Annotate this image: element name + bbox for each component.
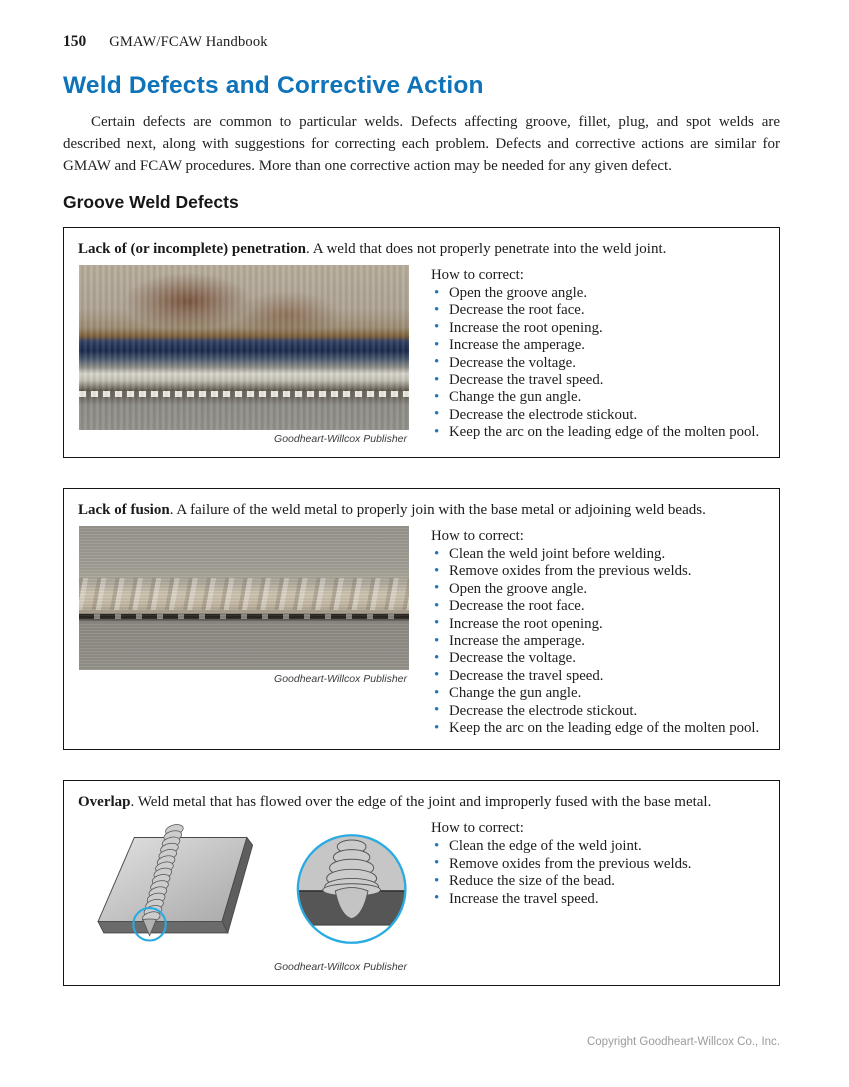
- correction-item: • Decrease the root face.: [431, 598, 766, 615]
- correction-item: • Open the groove angle.: [431, 285, 766, 302]
- section-heading: Groove Weld Defects: [63, 192, 239, 212]
- correction-item: • Clean the weld joint before welding.: [431, 546, 766, 563]
- weld-photo-lack-of-fusion: [79, 526, 409, 670]
- correction-item: • Increase the amperage.: [431, 633, 766, 650]
- defect-title: [78, 239, 766, 259]
- correction-item: • Clean the edge of the weld joint.: [431, 838, 766, 855]
- correction-item: • Increase the root opening.: [431, 616, 766, 633]
- correction-item: • Decrease the electrode stickout.: [431, 407, 766, 424]
- how-to-correct-label: How to correct:: [431, 820, 524, 837]
- defect-description: A failure of the weld metal to properly join with the base metal or adjoining weld beads.: [176, 502, 706, 518]
- correction-item: • Decrease the electrode stickout.: [431, 703, 766, 720]
- corrections-list: [431, 546, 766, 737]
- book-title: GMAW/FCAW Handbook: [109, 34, 268, 50]
- corrections-list: [431, 285, 766, 442]
- figure: [79, 265, 409, 445]
- separator: .: [169, 502, 177, 518]
- weld-plate-illustration: [79, 821, 270, 957]
- overlap-detail-illustration: [294, 831, 409, 947]
- defect-box-lack-of-penetration: [63, 227, 780, 458]
- correction-item: • Decrease the voltage.: [431, 650, 766, 667]
- correction-item: • Keep the arc on the leading edge of the molten pool.: [431, 424, 766, 441]
- correction-item: • Decrease the root face.: [431, 302, 766, 319]
- defect-name: Overlap: [78, 794, 131, 811]
- how-to-correct-label: How to correct:: [431, 267, 524, 283]
- correction-item: • Increase the travel speed.: [431, 891, 766, 908]
- corrections-column: [431, 526, 766, 737]
- correction-item: • Keep the arc on the leading edge of the molten pool.: [431, 720, 766, 737]
- defect-description: A weld that does not properly penetrate into the weld joint.: [312, 241, 667, 257]
- correction-item: • Change the gun angle.: [431, 389, 766, 406]
- figure: [79, 818, 409, 973]
- defect-description: Weld metal that has flowed over the edge of the joint and improperly fused with the base metal.: [137, 794, 712, 811]
- defect-name: Lack of fusion: [78, 502, 170, 518]
- correction-item: • Remove oxides from the previous welds.: [431, 563, 766, 580]
- page-number: 150: [63, 33, 87, 50]
- plate-front-face: [98, 922, 228, 933]
- corrections-list: [431, 838, 766, 908]
- correction-item: • Change the gun angle.: [431, 685, 766, 702]
- separator: .: [306, 241, 313, 257]
- photo-credit: Goodheart-Willcox Publisher: [274, 433, 407, 445]
- defect-box-lack-of-fusion: [63, 488, 780, 750]
- defect-name: Lack of (or incomplete) penetration: [78, 241, 307, 257]
- figure: [79, 526, 409, 737]
- correction-item: • Increase the root opening.: [431, 320, 766, 337]
- correction-item: • Open the groove angle.: [431, 581, 766, 598]
- correction-item: • Decrease the travel speed.: [431, 372, 766, 389]
- corrections-column: [431, 265, 766, 445]
- separator: .: [130, 794, 138, 811]
- intro-paragraph: Certain defects are common to particular welds. Defects affecting groove, fillet, plug, and spot welds are described next, along with suggestions for correcting each problem. Defects and corrective actions are similar for GMAW and FCAW procedures. More than one corrective action may be needed for any given defect.: [63, 114, 780, 174]
- running-head: [63, 33, 780, 51]
- defect-title: [78, 792, 766, 812]
- how-to-correct-label: How to correct:: [431, 528, 524, 544]
- weld-photo-lack-of-penetration: [79, 265, 409, 430]
- chapter-title: Weld Defects and Corrective Action: [63, 72, 484, 99]
- photo-credit: Goodheart-Willcox Publisher: [274, 673, 407, 685]
- correction-item: • Increase the amperage.: [431, 337, 766, 354]
- copyright-notice: Copyright Goodheart-Willcox Co., Inc.: [586, 1036, 780, 1048]
- correction-item: • Remove oxides from the previous welds.: [431, 856, 766, 873]
- defect-box-overlap: [63, 780, 780, 986]
- correction-item: • Decrease the travel speed.: [431, 668, 766, 685]
- defect-title: [78, 500, 766, 520]
- correction-item: • Decrease the voltage.: [431, 355, 766, 372]
- illustration-credit: Goodheart-Willcox Publisher: [274, 961, 407, 974]
- corrections-column: [431, 818, 766, 973]
- correction-item: • Reduce the size of the bead.: [431, 873, 766, 890]
